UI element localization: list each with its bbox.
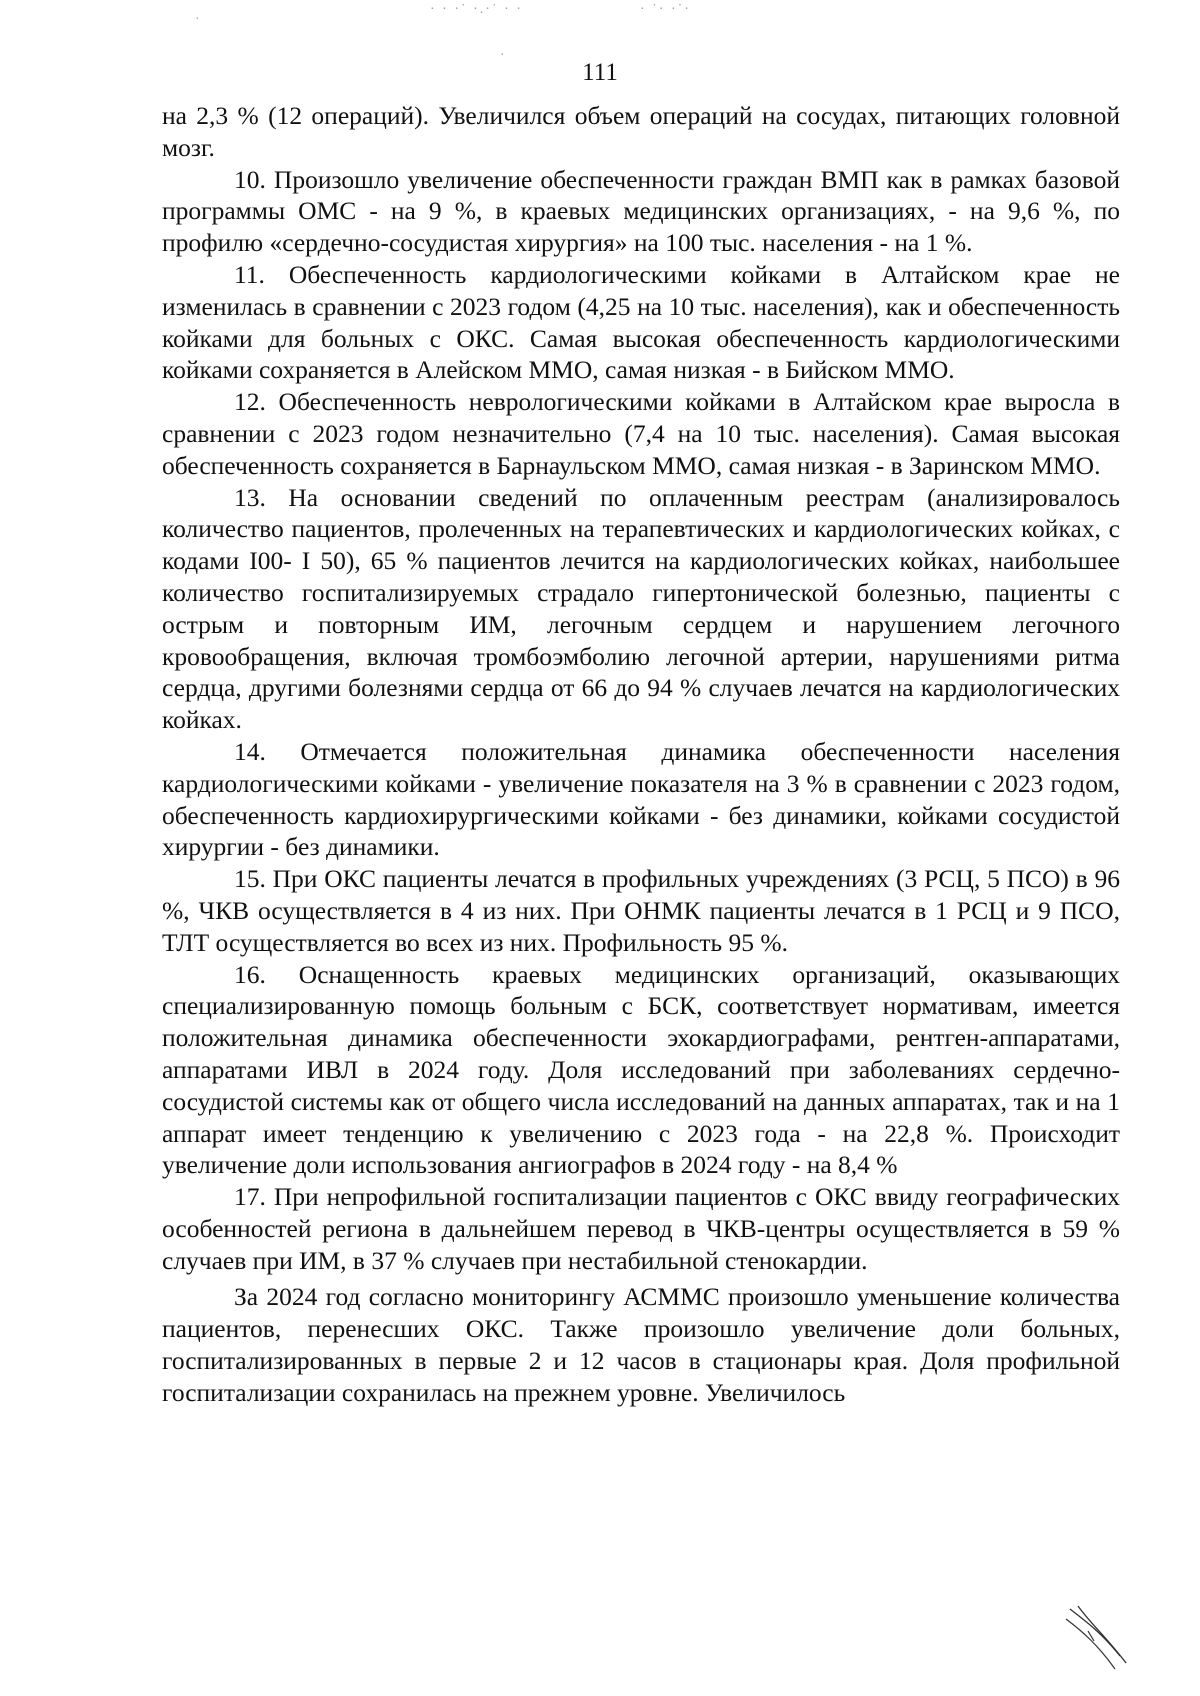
page-number: 111 bbox=[582, 59, 618, 86]
paragraph: 13. На основании сведений по оплаченным реестрам (анализировалось количество пациентов, пролеченных на терапевтических и кардиологических койках, с кодами I00- I 50), 65 % пациентов лечится на кардиологических койках, наибольшее количество госпитализируемых страдало гипертонической болезнью, пациенты с острым и повторным ИМ, легочным сердцем и нарушением легочного кровообращения, включая тромбоэмболию легочной артерии, нарушениями ритма сердца, другими болезнями сердца от 66 до 94 % случаев лечатся на кардиологических койках. bbox=[162, 482, 1120, 735]
scan-noise: · ˙· ·˙· bbox=[640, 2, 691, 17]
paragraph: За 2024 год согласно мониторингу АСММС произошло уменьшение количества пациентов, перенесших ОКС. Также произошло увеличение доли больных, госпитализированных в первые 2 и 12 часов в стационары края. Доля профильной госпитализации сохранилась на прежнем уровне. Увеличилось bbox=[162, 1282, 1120, 1407]
document-body bbox=[162, 100, 1120, 1409]
paragraph: 12. Обеспеченность неврологическими койками в Алтайском крае выросла в сравнении с 2023 годом незначительно (7,4 на 10 тыс. населения). Самая высокая обеспеченность сохраняется в Барнаульском ММО, самая низкая - в Заринском ММО. bbox=[162, 387, 1120, 480]
paragraph: 11. Обеспеченность кардиологическими койками в Алтайском крае не изменилась в сравнении с 2023 годом (4,25 на 10 тыс. населения), как и обеспеченность койками для больных с ОКС. Самая высокая обеспеченность кардиологическими койками сохраняется в Алейском ММО, самая низкая - в Бийском ММО. bbox=[162, 259, 1120, 385]
paragraph: 14. Отмечается положительная динамика обеспеченности населения кардиологическими койками - увеличение показателя на 3 % в сравнении с 2023 годом, обеспеченность кардиохирургическими койками - без динамики, койками сосудистой хирургии - без динамики. bbox=[162, 736, 1120, 862]
scan-noise: · bbox=[195, 12, 202, 27]
paragraph: 17. При непрофильной госпитализации пациентов с ОКС ввиду географических особенностей региона в дальнейшем перевод в ЧКВ-центры осуществляется в 59 % случаев при ИМ, в 37 % случаев при нестабильной стенокардии. bbox=[162, 1182, 1120, 1275]
scan-noise: · bbox=[500, 48, 507, 63]
paragraph: на 2,3 % (12 операций). Увеличился объем операций на сосудах, питающих головной мозг. bbox=[162, 101, 1120, 162]
paragraph: 16. Оснащенность краевых медицинских организаций, оказывающих специализированную помощь больным с БСК, соответствует нормативам, имеется положительная динамика обеспеченности эхокардиографами, рентген-аппаратами, аппаратами ИВЛ в 2024 году. Доля исследований при заболеваниях сердечно-сосудистой системы как от общего числа исследований на данных аппаратах, так и на 1 аппарат имеет тенденцию к увеличению с 2023 года - на 22,8 %. Происходит увеличение доли использования ангиографов в 2024 году - на 8,4 % bbox=[162, 959, 1120, 1180]
paragraph: 15. При ОКС пациенты лечатся в профильных учреждениях (3 РСЦ, 5 ПСО) в 96 %, ЧКВ осуществляется в 4 из них. При ОНМК пациенты лечатся в 1 РСЦ и 9 ПСО, ТЛТ осуществляется во всех из них. Профильность 95 %. bbox=[162, 864, 1120, 957]
corner-scribble bbox=[1060, 1601, 1140, 1676]
scan-noise: · · ·˙ ·.·˙ · · bbox=[430, 2, 523, 17]
paragraph: 10. Произошло увеличение обеспеченности граждан ВМП как в рамках базовой программы ОМС - на 9 %, в краевых медицинских организациях, - на 9,6 %, по профилю «сердечно-сосудистая хирургия» на 100 тыс. населения - на 1 %. bbox=[162, 164, 1120, 258]
